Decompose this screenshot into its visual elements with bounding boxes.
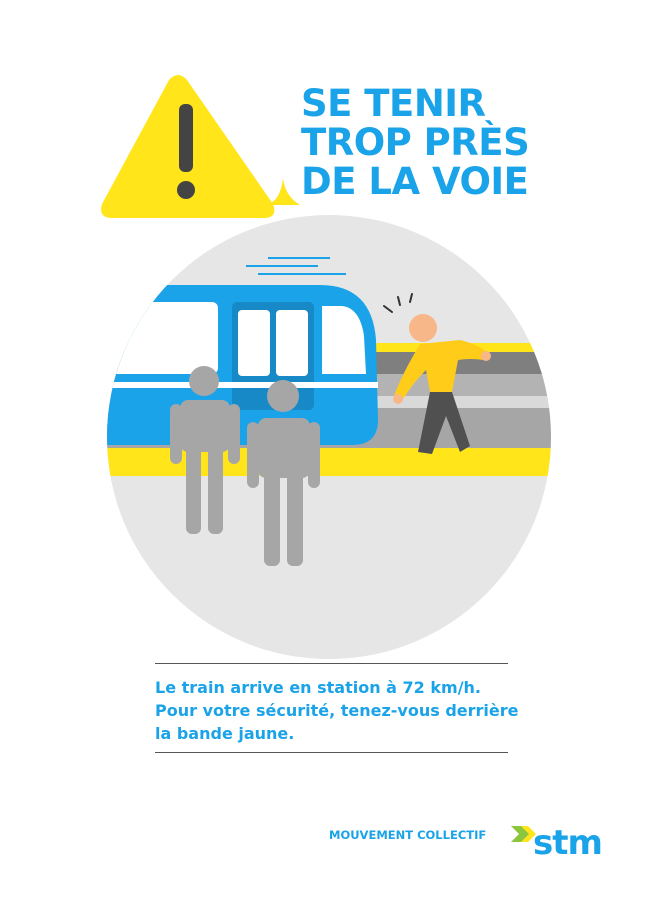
- warning-triangle-icon: [101, 75, 300, 218]
- headline-line-2: TROP PRÈS: [301, 121, 530, 164]
- divider-bottom: [155, 752, 508, 753]
- safety-message: [155, 676, 519, 745]
- message-line-3: la bande jaune.: [155, 724, 295, 743]
- headline-line-3: DE LA VOIE: [301, 160, 529, 203]
- divider-top: [155, 663, 508, 664]
- campaign-slogan: MOUVEMENT COLLECTIF: [329, 828, 487, 842]
- stm-logo: stm: [533, 823, 602, 863]
- headline: [301, 84, 529, 201]
- headline-line-1: SE TENIR: [301, 82, 486, 125]
- message-line-2: Pour votre sécurité, tenez-vous derrière: [155, 701, 519, 720]
- message-line-1: Le train arrive en station à 72 km/h.: [155, 678, 482, 697]
